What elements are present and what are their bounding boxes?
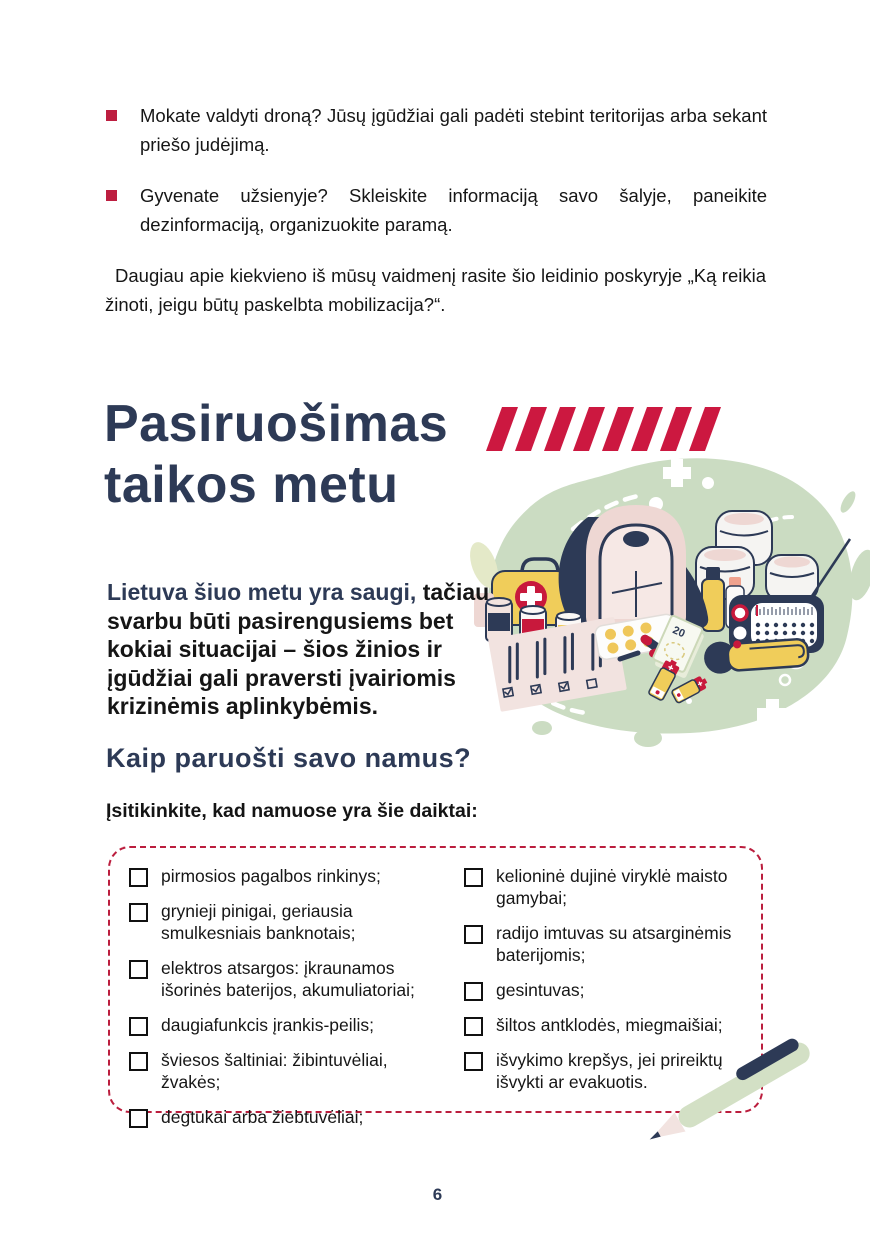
checklist-item [129, 1014, 436, 1036]
stripe [689, 407, 721, 451]
section-title-line2: taikos metu [104, 456, 399, 514]
checkbox[interactable] [464, 925, 483, 944]
stripe [544, 407, 576, 451]
checklist-item-label: pirmosios pagalbos rinkinys; [161, 866, 381, 886]
bullet-list [106, 101, 767, 261]
section-title-line1: Pasiruošimas [104, 395, 449, 453]
checklist-item-label: kelioninė dujinė viryklė maisto gamybai; [496, 866, 728, 908]
bullet-text: Mokate valdyti droną? Jūsų įgūdžiai gali padėti stebint teritorijas arba sekant priešo judėjimą. [140, 105, 767, 155]
checkbox[interactable] [464, 982, 483, 1001]
checkbox[interactable] [129, 903, 148, 922]
bullet-item [106, 101, 767, 159]
checklist-item [129, 1049, 436, 1093]
bullet-square-icon [106, 110, 117, 121]
svg-text:20: 20 [670, 624, 687, 641]
checklist-item-label: gesintuvas; [496, 980, 585, 1000]
intro-paragraph: Daugiau apie kiekvieno iš mūsų vaidmenį rasite šio leidinio poskyryje „Ką reikia žinoti, jeigu būtų paskelbta mobilizacija?“. [105, 264, 766, 315]
lead-rest: tačiau svarbu būti pasirengusiems bet kokiai situacijai – šios žinios ir įgūdžiai gali praversti įvairiomis krizinėmis aplinkybėmis. [107, 579, 490, 720]
checkbox[interactable] [464, 1017, 483, 1036]
stripe [602, 407, 634, 451]
stripe [573, 407, 605, 451]
checklist-item-label: išvykimo krepšys, jei prireiktų išvykti ar evakuotis. [496, 1050, 723, 1092]
checklist-item [464, 979, 744, 1001]
stripe [660, 407, 692, 451]
checklist-intro: Įsitikinkite, kad namuose yra šie daiktai: [106, 800, 478, 822]
checklist-item-label: radijo imtuvas su atsarginėmis baterijomis; [496, 923, 732, 965]
lead-paragraph [107, 578, 491, 721]
checkbox[interactable] [129, 1017, 148, 1036]
pen-illustration [642, 1024, 822, 1144]
stripe [486, 407, 518, 451]
checklist-item [464, 922, 744, 966]
stripe [515, 407, 547, 451]
emergency-kit-illustration [458, 447, 870, 747]
checklist-item-label: degtukai arba žiebtuvėliai; [161, 1107, 364, 1127]
checkbox[interactable] [129, 1109, 148, 1128]
red-stripes-decoration [494, 407, 713, 451]
checkbox[interactable] [129, 960, 148, 979]
checklist-item [129, 957, 436, 1001]
checklist-item-label: šiltos antklodės, miegmaišiai; [496, 1015, 723, 1035]
page-number: 6 [432, 1185, 443, 1204]
subsection-heading: Kaip paruošti savo namus? [106, 743, 472, 773]
bullet-square-icon [106, 190, 117, 201]
checkbox[interactable] [129, 868, 148, 887]
checklist-item [464, 865, 744, 909]
stripe [631, 407, 663, 451]
checklist-item [129, 1106, 436, 1128]
checklist-item-label: daugiafunkcis įrankis-peilis; [161, 1015, 375, 1035]
section-title [104, 394, 448, 516]
checklist-item-label: elektros atsargos: įkraunamos išorinės baterijos, akumuliatoriai; [161, 958, 415, 1000]
checkbox[interactable] [464, 868, 483, 887]
checklist-item [129, 900, 436, 944]
checkbox[interactable] [464, 1052, 483, 1071]
checkbox[interactable] [129, 1052, 148, 1071]
checklist-item-label: grynieji pinigai, geriausia smulkesniais banknotais; [161, 901, 356, 943]
checklist-column-left [129, 865, 436, 1141]
checklist-item-label: šviesos šaltiniai: žibintuvėliai, žvakės; [161, 1050, 388, 1092]
bullet-text: Gyvenate užsienyje? Skleiskite informaciją savo šalyje, paneikite dezinformaciją, organizuokite paramą. [140, 185, 767, 235]
bullet-item [106, 181, 767, 239]
lead-highlight: Lietuva šiuo metu yra saugi, [107, 579, 417, 605]
checklist-item [129, 865, 436, 887]
